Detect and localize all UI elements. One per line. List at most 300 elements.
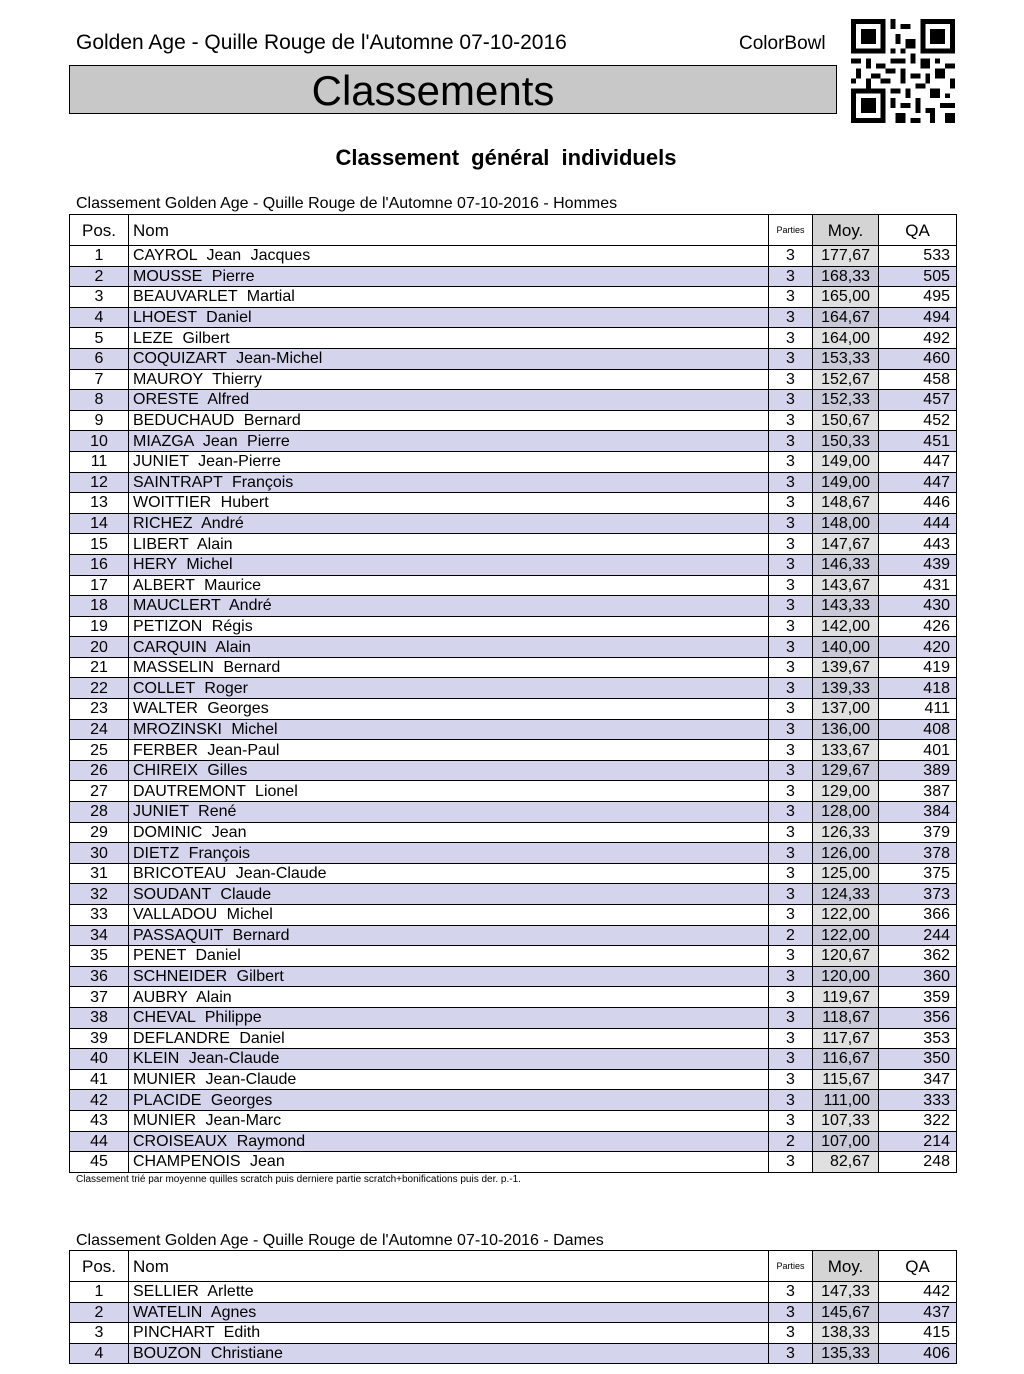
cell-qa: 214	[879, 1131, 957, 1152]
cell-qa: 375	[879, 863, 957, 884]
cell-nom: BEDUCHAUD Bernard	[129, 410, 769, 431]
table-row	[70, 781, 957, 802]
cell-qa: 452	[879, 410, 957, 431]
cell-parties: 3	[769, 1302, 813, 1323]
cell-pos: 33	[70, 905, 129, 926]
cell-parties: 3	[769, 781, 813, 802]
cell-nom: LEZE Gilbert	[129, 328, 769, 349]
cell-nom: DIETZ François	[129, 843, 769, 864]
cell-moy: 129,67	[813, 760, 879, 781]
ranking-table-hommes	[69, 214, 957, 1173]
page-banner	[69, 65, 837, 114]
cell-moy: 118,67	[813, 1007, 879, 1028]
table-row	[70, 246, 957, 267]
table-row	[70, 1049, 957, 1070]
cell-parties: 3	[769, 843, 813, 864]
cell-qa: 492	[879, 328, 957, 349]
table-row	[70, 1007, 957, 1028]
cell-nom: PENET Daniel	[129, 946, 769, 967]
cell-nom: ORESTE Alfred	[129, 390, 769, 411]
page-subtitle: Classement général individuels	[335, 145, 677, 170]
cell-pos: 12	[70, 472, 129, 493]
cell-pos: 42	[70, 1090, 129, 1111]
cell-moy: 139,67	[813, 657, 879, 678]
cell-moy: 119,67	[813, 987, 879, 1008]
cell-moy: 140,00	[813, 637, 879, 658]
cell-nom: MOUSSE Pierre	[129, 266, 769, 287]
cell-qa: 401	[879, 740, 957, 761]
cell-pos: 24	[70, 719, 129, 740]
cell-moy: 153,33	[813, 348, 879, 369]
table-row	[70, 513, 957, 534]
cell-nom: ALBERT Maurice	[129, 575, 769, 596]
cell-pos: 35	[70, 946, 129, 967]
table-row	[70, 596, 957, 617]
cell-moy: 138,33	[813, 1323, 879, 1344]
cell-parties: 3	[769, 637, 813, 658]
cell-pos: 30	[70, 843, 129, 864]
cell-moy: 82,67	[813, 1152, 879, 1173]
cell-moy: 143,67	[813, 575, 879, 596]
cell-moy: 142,00	[813, 616, 879, 637]
cell-pos: 10	[70, 431, 129, 452]
cell-qa: 494	[879, 307, 957, 328]
cell-qa: 379	[879, 822, 957, 843]
cell-pos: 37	[70, 987, 129, 1008]
cell-qa: 444	[879, 513, 957, 534]
cell-moy: 145,67	[813, 1302, 879, 1323]
cell-moy: 107,33	[813, 1110, 879, 1131]
cell-nom: SELLIER Arlette	[129, 1282, 769, 1303]
cell-qa: 533	[879, 246, 957, 267]
cell-qa: 244	[879, 925, 957, 946]
cell-moy: 120,67	[813, 946, 879, 967]
cell-nom: BOUZON Christiane	[129, 1343, 769, 1364]
cell-nom: HERY Michel	[129, 554, 769, 575]
col-header-nom: Nom	[129, 1251, 769, 1282]
cell-nom: FERBER Jean-Paul	[129, 740, 769, 761]
table-header	[70, 1251, 957, 1282]
cell-pos: 22	[70, 678, 129, 699]
cell-parties: 3	[769, 307, 813, 328]
col-header-moy: Moy.	[813, 1251, 879, 1282]
cell-parties: 3	[769, 719, 813, 740]
sort-footnote: Classement trié par moyenne quilles scratch puis derniere partie scratch+bonifications puis der. p.-1.	[76, 1174, 521, 1185]
cell-parties: 3	[769, 740, 813, 761]
table-row	[70, 905, 957, 926]
cell-pos: 40	[70, 1049, 129, 1070]
cell-pos: 19	[70, 616, 129, 637]
cell-moy: 152,33	[813, 390, 879, 411]
cell-parties: 3	[769, 1152, 813, 1173]
table-row	[70, 822, 957, 843]
cell-qa: 447	[879, 472, 957, 493]
cell-parties: 3	[769, 287, 813, 308]
table-row	[70, 534, 957, 555]
cell-parties: 3	[769, 1090, 813, 1111]
table-row	[70, 863, 957, 884]
cell-pos: 9	[70, 410, 129, 431]
cell-nom: CARQUIN Alain	[129, 637, 769, 658]
cell-parties: 3	[769, 905, 813, 926]
cell-qa: 411	[879, 699, 957, 720]
cell-moy: 139,33	[813, 678, 879, 699]
cell-nom: LIBERT Alain	[129, 534, 769, 555]
cell-parties: 3	[769, 369, 813, 390]
cell-qa: 439	[879, 554, 957, 575]
table-row	[70, 472, 957, 493]
cell-moy: 107,00	[813, 1131, 879, 1152]
cell-moy: 165,00	[813, 287, 879, 308]
cell-parties: 3	[769, 1069, 813, 1090]
table-row	[70, 966, 957, 987]
table-row	[70, 307, 957, 328]
cell-qa: 360	[879, 966, 957, 987]
table-row	[70, 451, 957, 472]
cell-parties: 3	[769, 472, 813, 493]
table-row	[70, 678, 957, 699]
cell-pos: 41	[70, 1069, 129, 1090]
cell-moy: 111,00	[813, 1090, 879, 1111]
table-row	[70, 987, 957, 1008]
table-row	[70, 699, 957, 720]
cell-moy: 149,00	[813, 451, 879, 472]
cell-qa: 356	[879, 1007, 957, 1028]
qr-code-icon	[851, 18, 955, 124]
cell-parties: 3	[769, 1323, 813, 1344]
cell-qa: 248	[879, 1152, 957, 1173]
cell-moy: 124,33	[813, 884, 879, 905]
cell-nom: KLEIN Jean-Claude	[129, 1049, 769, 1070]
cell-pos: 14	[70, 513, 129, 534]
cell-nom: SCHNEIDER Gilbert	[129, 966, 769, 987]
cell-qa: 322	[879, 1110, 957, 1131]
cell-qa: 362	[879, 946, 957, 967]
cell-parties: 3	[769, 822, 813, 843]
cell-pos: 28	[70, 802, 129, 823]
cell-qa: 446	[879, 493, 957, 514]
table-row	[70, 719, 957, 740]
cell-nom: WATELIN Agnes	[129, 1302, 769, 1323]
cell-pos: 4	[70, 307, 129, 328]
cell-parties: 3	[769, 987, 813, 1008]
cell-nom: MIAZGA Jean Pierre	[129, 431, 769, 452]
cell-parties: 3	[769, 451, 813, 472]
table-row	[70, 802, 957, 823]
cell-pos: 23	[70, 699, 129, 720]
cell-nom: VALLADOU Michel	[129, 905, 769, 926]
cell-moy: 148,00	[813, 513, 879, 534]
cell-parties: 3	[769, 760, 813, 781]
cell-pos: 2	[70, 266, 129, 287]
banner-title: Classements	[311, 66, 555, 114]
table-row	[70, 410, 957, 431]
table-row	[70, 616, 957, 637]
cell-moy: 146,33	[813, 554, 879, 575]
cell-parties: 3	[769, 802, 813, 823]
cell-parties: 3	[769, 390, 813, 411]
cell-parties: 3	[769, 246, 813, 267]
cell-nom: CHEVAL Philippe	[129, 1007, 769, 1028]
cell-pos: 45	[70, 1152, 129, 1173]
table-row	[70, 884, 957, 905]
cell-pos: 7	[70, 369, 129, 390]
cell-nom: MASSELIN Bernard	[129, 657, 769, 678]
cell-parties: 3	[769, 1028, 813, 1049]
cell-qa: 384	[879, 802, 957, 823]
col-header-pos: Pos.	[70, 1251, 129, 1282]
cell-pos: 3	[70, 287, 129, 308]
cell-parties: 3	[769, 678, 813, 699]
cell-qa: 359	[879, 987, 957, 1008]
cell-moy: 117,67	[813, 1028, 879, 1049]
cell-pos: 21	[70, 657, 129, 678]
cell-moy: 177,67	[813, 246, 879, 267]
cell-nom: AUBRY Alain	[129, 987, 769, 1008]
table-row	[70, 431, 957, 452]
cell-pos: 25	[70, 740, 129, 761]
cell-parties: 3	[769, 1343, 813, 1364]
cell-nom: PASSAQUIT Bernard	[129, 925, 769, 946]
cell-qa: 378	[879, 843, 957, 864]
cell-moy: 150,33	[813, 431, 879, 452]
cell-pos: 39	[70, 1028, 129, 1049]
cell-nom: CHIREIX Gilles	[129, 760, 769, 781]
cell-parties: 3	[769, 1110, 813, 1131]
cell-nom: CROISEAUX Raymond	[129, 1131, 769, 1152]
cell-moy: 133,67	[813, 740, 879, 761]
table-row	[70, 1069, 957, 1090]
cell-parties: 3	[769, 410, 813, 431]
cell-nom: CAYROL Jean Jacques	[129, 246, 769, 267]
section-title-hommes: Classement Golden Age - Quille Rouge de l'Automne 07-10-2016 - Hommes	[76, 195, 618, 212]
cell-qa: 373	[879, 884, 957, 905]
cell-parties: 3	[769, 1049, 813, 1070]
table-row	[70, 843, 957, 864]
cell-qa: 451	[879, 431, 957, 452]
cell-pos: 38	[70, 1007, 129, 1028]
cell-nom: MAUCLERT André	[129, 596, 769, 617]
cell-parties: 3	[769, 616, 813, 637]
cell-nom: RICHEZ André	[129, 513, 769, 534]
table-row	[70, 328, 957, 349]
cell-nom: PINCHART Edith	[129, 1323, 769, 1344]
cell-qa: 426	[879, 616, 957, 637]
cell-pos: 18	[70, 596, 129, 617]
cell-moy: 152,67	[813, 369, 879, 390]
cell-parties: 2	[769, 1131, 813, 1152]
table-row	[70, 369, 957, 390]
cell-qa: 347	[879, 1069, 957, 1090]
cell-parties: 3	[769, 596, 813, 617]
cell-parties: 3	[769, 863, 813, 884]
cell-parties: 3	[769, 328, 813, 349]
cell-moy: 122,00	[813, 925, 879, 946]
cell-pos: 15	[70, 534, 129, 555]
cell-pos: 26	[70, 760, 129, 781]
cell-qa: 418	[879, 678, 957, 699]
cell-nom: PLACIDE Georges	[129, 1090, 769, 1111]
cell-moy: 126,00	[813, 843, 879, 864]
cell-moy: 150,67	[813, 410, 879, 431]
cell-moy: 148,67	[813, 493, 879, 514]
cell-nom: WOITTIER Hubert	[129, 493, 769, 514]
cell-nom: DAUTREMONT Lionel	[129, 781, 769, 802]
cell-nom: MUNIER Jean-Marc	[129, 1110, 769, 1131]
cell-qa: 350	[879, 1049, 957, 1070]
cell-nom: BRICOTEAU Jean-Claude	[129, 863, 769, 884]
cell-pos: 5	[70, 328, 129, 349]
cell-nom: COQUIZART Jean-Michel	[129, 348, 769, 369]
cell-pos: 20	[70, 637, 129, 658]
cell-nom: JUNIET Jean-Pierre	[129, 451, 769, 472]
cell-parties: 3	[769, 493, 813, 514]
cell-qa: 415	[879, 1323, 957, 1344]
table-row	[70, 925, 957, 946]
cell-parties: 3	[769, 884, 813, 905]
cell-moy: 168,33	[813, 266, 879, 287]
cell-qa: 430	[879, 596, 957, 617]
cell-parties: 3	[769, 946, 813, 967]
ranking-table-dames	[69, 1250, 957, 1364]
cell-nom: CHAMPENOIS Jean	[129, 1152, 769, 1173]
cell-nom: DOMINIC Jean	[129, 822, 769, 843]
cell-moy: 149,00	[813, 472, 879, 493]
cell-pos: 4	[70, 1343, 129, 1364]
table-row	[70, 946, 957, 967]
cell-moy: 128,00	[813, 802, 879, 823]
cell-pos: 6	[70, 348, 129, 369]
cell-moy: 115,67	[813, 1069, 879, 1090]
table-row	[70, 1323, 957, 1344]
table-row	[70, 287, 957, 308]
table-row	[70, 1110, 957, 1131]
cell-nom: MAUROY Thierry	[129, 369, 769, 390]
cell-moy: 164,67	[813, 307, 879, 328]
cell-nom: COLLET Roger	[129, 678, 769, 699]
cell-moy: 122,00	[813, 905, 879, 926]
table-row	[70, 575, 957, 596]
cell-pos: 1	[70, 246, 129, 267]
cell-pos: 44	[70, 1131, 129, 1152]
cell-moy: 129,00	[813, 781, 879, 802]
cell-parties: 2	[769, 925, 813, 946]
table-row	[70, 348, 957, 369]
table-row	[70, 266, 957, 287]
col-header-parties: Parties	[769, 1251, 813, 1282]
table-row	[70, 1131, 957, 1152]
cell-qa: 420	[879, 637, 957, 658]
cell-parties: 3	[769, 266, 813, 287]
table-row	[70, 760, 957, 781]
cell-moy: 147,33	[813, 1282, 879, 1303]
cell-pos: 8	[70, 390, 129, 411]
cell-parties: 3	[769, 1007, 813, 1028]
cell-nom: DEFLANDRE Daniel	[129, 1028, 769, 1049]
col-header-qa: QA	[879, 215, 957, 246]
col-header-nom: Nom	[129, 215, 769, 246]
table-row	[70, 1282, 957, 1303]
cell-nom: WALTER Georges	[129, 699, 769, 720]
cell-nom: LHOEST Daniel	[129, 307, 769, 328]
cell-nom: JUNIET René	[129, 802, 769, 823]
table-row	[70, 1343, 957, 1364]
cell-qa: 447	[879, 451, 957, 472]
cell-moy: 137,00	[813, 699, 879, 720]
cell-qa: 457	[879, 390, 957, 411]
table-row	[70, 554, 957, 575]
cell-nom: BEAUVARLET Martial	[129, 287, 769, 308]
cell-moy: 143,33	[813, 596, 879, 617]
cell-parties: 3	[769, 554, 813, 575]
cell-moy: 135,33	[813, 1343, 879, 1364]
section-title-dames: Classement Golden Age - Quille Rouge de l'Automne 07-10-2016 - Dames	[76, 1232, 604, 1249]
cell-qa: 387	[879, 781, 957, 802]
cell-pos: 29	[70, 822, 129, 843]
cell-qa: 437	[879, 1302, 957, 1323]
cell-qa: 366	[879, 905, 957, 926]
cell-qa: 333	[879, 1090, 957, 1111]
cell-pos: 43	[70, 1110, 129, 1131]
table-row	[70, 740, 957, 761]
table-row	[70, 1028, 957, 1049]
cell-qa: 505	[879, 266, 957, 287]
cell-moy: 120,00	[813, 966, 879, 987]
cell-pos: 11	[70, 451, 129, 472]
cell-moy: 116,67	[813, 1049, 879, 1070]
event-title: Golden Age - Quille Rouge de l'Automne 07-10-2016	[76, 31, 567, 54]
cell-parties: 3	[769, 575, 813, 596]
cell-parties: 3	[769, 348, 813, 369]
brand-name: ColorBowl	[739, 33, 826, 54]
table-row	[70, 1302, 957, 1323]
cell-moy: 125,00	[813, 863, 879, 884]
cell-nom: MUNIER Jean-Claude	[129, 1069, 769, 1090]
table-row	[70, 390, 957, 411]
col-header-qa: QA	[879, 1251, 957, 1282]
cell-qa: 443	[879, 534, 957, 555]
cell-moy: 136,00	[813, 719, 879, 740]
col-header-parties: Parties	[769, 215, 813, 246]
cell-parties: 3	[769, 1282, 813, 1303]
table-row	[70, 657, 957, 678]
cell-pos: 16	[70, 554, 129, 575]
cell-moy: 126,33	[813, 822, 879, 843]
cell-qa: 408	[879, 719, 957, 740]
cell-qa: 431	[879, 575, 957, 596]
cell-pos: 34	[70, 925, 129, 946]
cell-parties: 3	[769, 513, 813, 534]
table-row	[70, 1152, 957, 1173]
cell-parties: 3	[769, 431, 813, 452]
table-header	[70, 215, 957, 246]
cell-parties: 3	[769, 699, 813, 720]
cell-nom: SAINTRAPT François	[129, 472, 769, 493]
col-header-pos: Pos.	[70, 215, 129, 246]
cell-pos: 17	[70, 575, 129, 596]
cell-pos: 36	[70, 966, 129, 987]
col-header-moy: Moy.	[813, 215, 879, 246]
cell-pos: 2	[70, 1302, 129, 1323]
cell-nom: PETIZON Régis	[129, 616, 769, 637]
cell-moy: 164,00	[813, 328, 879, 349]
cell-parties: 3	[769, 966, 813, 987]
cell-pos: 27	[70, 781, 129, 802]
cell-pos: 3	[70, 1323, 129, 1344]
cell-pos: 31	[70, 863, 129, 884]
cell-parties: 3	[769, 657, 813, 678]
cell-qa: 406	[879, 1343, 957, 1364]
